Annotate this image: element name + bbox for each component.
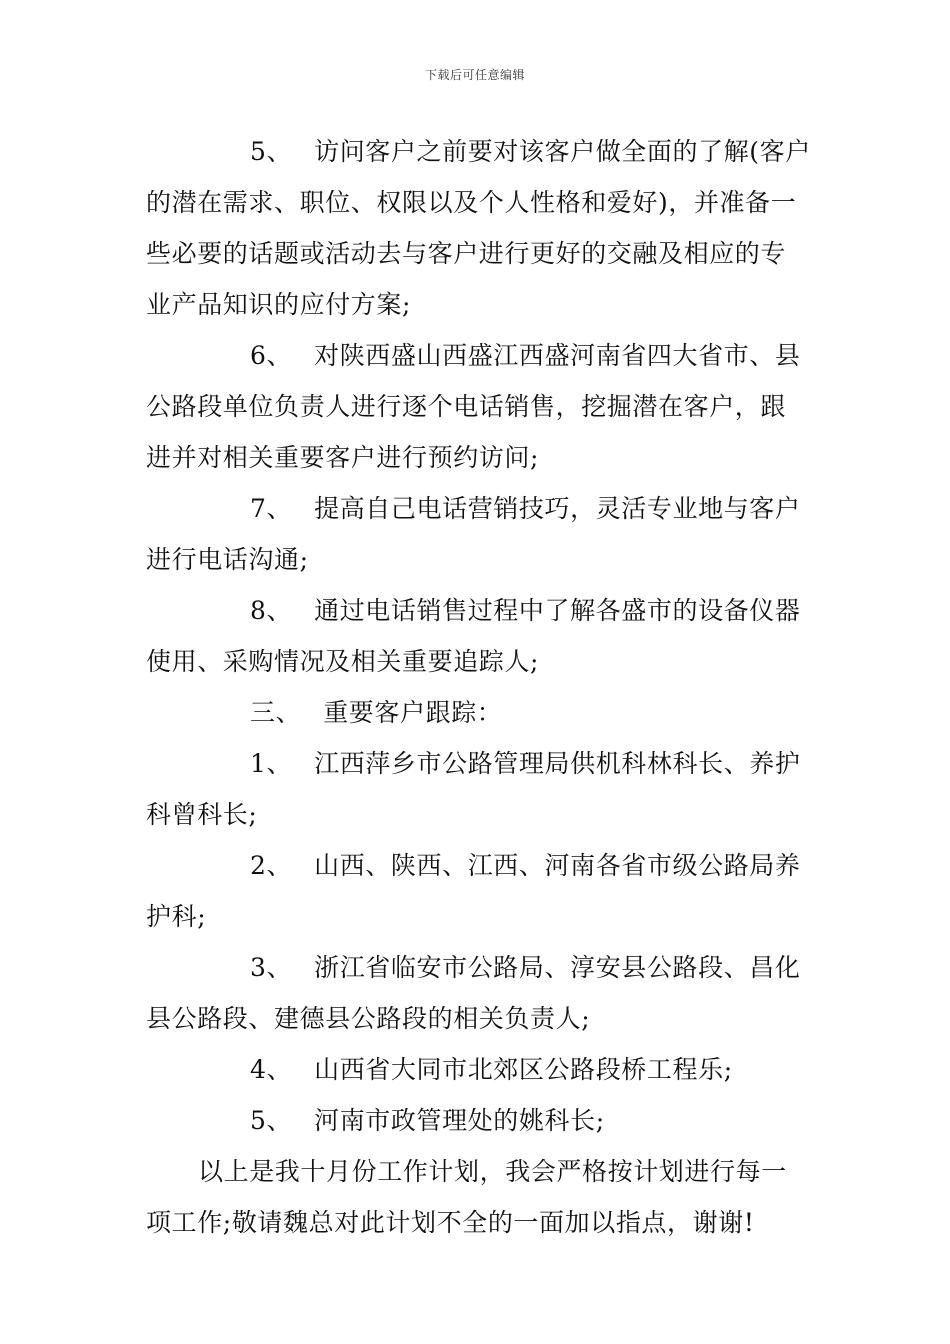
list-item [146, 840, 811, 942]
list-marker: 5、 [250, 1106, 293, 1135]
closing-paragraph [146, 1146, 811, 1248]
list-item [146, 483, 811, 585]
list-item-text: 山西省大同市北郊区公路段桥工程乐; [314, 1055, 733, 1084]
list-item [146, 1044, 811, 1095]
list-item-text: 浙江省临安市公路局、淳安县公路段、昌化县公路段、建德县公路段的相关负责人; [146, 953, 801, 1033]
list-item-text: 山西、陕西、江西、河南各省市级公路局养护科; [146, 851, 801, 931]
list-item [146, 585, 811, 687]
list-marker: 7、 [250, 494, 293, 523]
list-marker: 6、 [250, 341, 293, 370]
list-item-text: 对陕西盛山西盛江西盛河南省四大省市、县公路段单位负责人进行逐个电话销售，挖掘潜在客户，跟进并对相关重要客户进行预约访问; [146, 341, 801, 472]
list-item-text: 通过电话销售过程中了解各盛市的设备仪器使用、采购情况及相关重要追踪人; [146, 596, 801, 676]
list-item [146, 942, 811, 1044]
list-item-text: 提高自己电话营销技巧，灵活专业地与客户进行电话沟通; [146, 494, 801, 574]
list-marker: 1、 [250, 749, 293, 778]
list-marker: 8、 [250, 596, 293, 625]
list-item [146, 1095, 811, 1146]
document-body [146, 126, 811, 1248]
list-marker: 5、 [250, 137, 293, 166]
list-item-text: 江西萍乡市公路管理局供机科林科长、养护科曾科长; [146, 749, 801, 829]
list-item-text: 访问客户之前要对该客户做全面的了解(客户的潜在需求、职位、权限以及个人性格和爱好)，并准备一些必要的话题或活动去与客户进行更好的交融及相应的专业产品知识的应付方案; [146, 137, 811, 319]
section-marker: 三、 [250, 698, 302, 727]
list-marker: 3、 [250, 953, 293, 982]
list-marker: 4、 [250, 1055, 293, 1084]
list-item [146, 330, 811, 483]
page-header-note: 下载后可任意编辑 [424, 68, 525, 82]
list-marker: 2、 [250, 851, 293, 880]
list-item [146, 738, 811, 840]
section-heading [146, 687, 811, 738]
closing-paragraph-text: 以上是我十月份工作计划，我会严格按计划进行每一项工作;敬请魏总对此计划不全的一面加以指点，谢谢! [146, 1157, 787, 1237]
section-heading-text: 重要客户跟踪： [323, 698, 503, 727]
list-item [146, 126, 811, 330]
list-item-text: 河南市政管理处的姚科长; [314, 1106, 605, 1135]
